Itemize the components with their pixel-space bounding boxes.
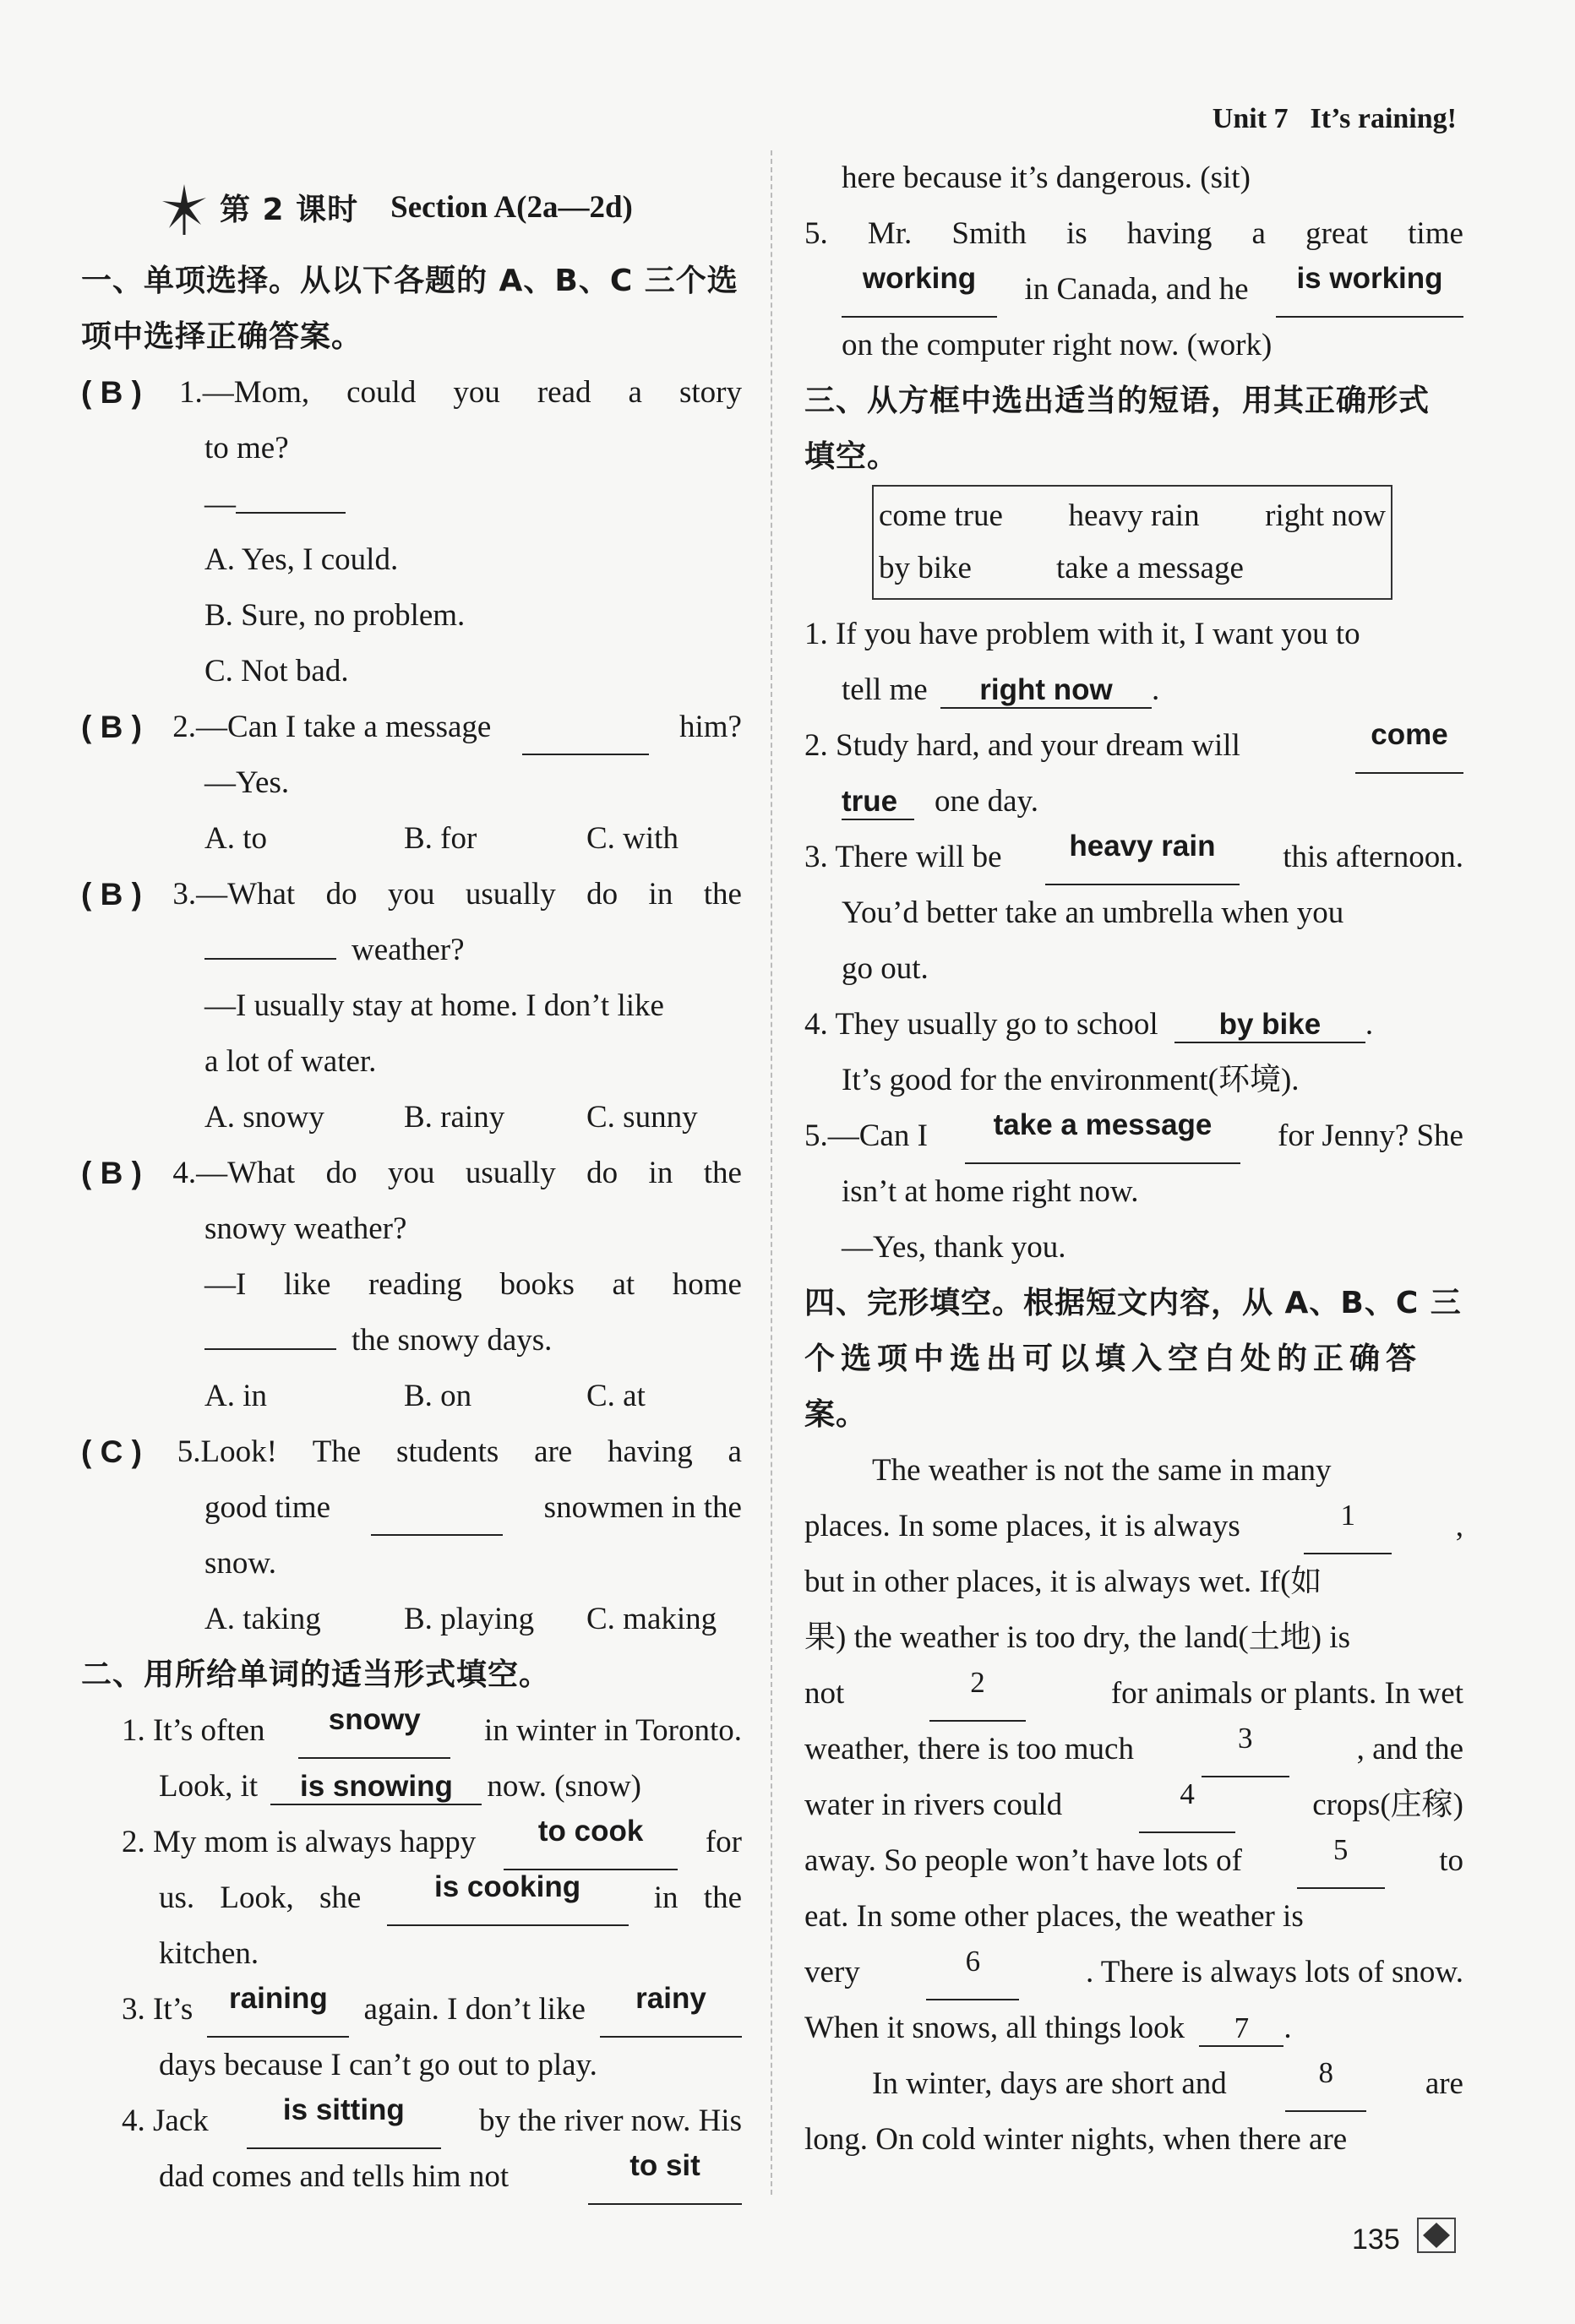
q2-options: A. to B. for C. with	[204, 821, 679, 856]
p3-q3-line3: go out.	[842, 951, 929, 986]
q3-line2: weather?	[81, 923, 742, 978]
q5-line2: good time snowmen in the	[81, 1480, 742, 1536]
p3-q5-line1: 5.—Can I take a message for Jenny? She	[804, 1108, 1463, 1164]
p2-q4-line2: dad comes and tells him not to sit	[81, 2149, 742, 2205]
part4-heading-line1: 四、完形填空。根据短文内容，从 A、B、C 三	[804, 1286, 1462, 1320]
cloze-blank-8: 8	[1285, 2056, 1366, 2112]
p2-q5-line1: 5. Mr. Smith is having a great time	[804, 216, 1463, 251]
p2-q2-line2: us. Look, she is cooking in the	[81, 1870, 742, 1926]
p2-q5-line2: working in Canada, and he is working	[804, 262, 1463, 318]
cloze-blank-6: 6	[926, 1945, 1019, 2000]
q2-line2: —Yes.	[204, 765, 290, 800]
page-number: 135	[1352, 2223, 1400, 2256]
p3-q2-blank1: come	[1355, 718, 1463, 774]
p3-q1-line1: 1. If you have problem with it, I want you to	[804, 617, 1360, 651]
q1-option-c: C. Not bad.	[204, 654, 349, 688]
passage-line5: not 2 for animals or plants. In wet	[804, 1666, 1463, 1722]
p3-q5-line2: isn’t at home right now.	[842, 1174, 1139, 1209]
diamond-icon	[1416, 2217, 1457, 2254]
p2-q5-line3: on the computer right now. (work)	[842, 328, 1273, 362]
p3-q5-line3: —Yes, thank you.	[842, 1230, 1066, 1265]
p2-q5-blank1: working	[842, 262, 997, 318]
q4-line2: snowy weather?	[204, 1211, 407, 1246]
q1-line1: ( B ) 1.—Mom, could you read a story	[81, 365, 742, 421]
part3-heading-line2: 填空。	[804, 439, 899, 474]
q3-line4: a lot of water.	[204, 1044, 377, 1079]
unit-title: It’s raining!	[1310, 103, 1457, 134]
unit-label: Unit 7	[1212, 103, 1289, 134]
passage-line1: The weather is not the same in many	[872, 1453, 1332, 1488]
q1-answer: ( B )	[81, 375, 142, 410]
passage-line10: very 6 . There is always lots of snow.	[804, 1945, 1463, 2000]
p2-q2-blank2: is cooking	[387, 1870, 629, 1926]
q5-answer: ( C )	[81, 1434, 142, 1469]
p3-q2-line1: 2. Study hard, and your dream will come	[804, 718, 1463, 774]
p3-q4-blank: by bike	[1174, 1008, 1365, 1043]
p3-q5-blank: take a message	[965, 1108, 1240, 1164]
right-column	[804, 150, 1463, 2168]
q5-options: A. taking B. playing C. making	[204, 1602, 717, 1636]
passage-line4: 果) the weather is too dry, the land(土地) is	[804, 1620, 1350, 1655]
p3-q4-line2: It’s good for the environment(环境).	[842, 1063, 1300, 1097]
q4-line1: ( B ) 4.—What do you usually do in the	[81, 1146, 742, 1201]
q3-line1: ( B ) 3.—What do you usually do in the	[81, 867, 742, 923]
q2-line1: ( B ) 2.—Can I take a message him?	[81, 699, 742, 755]
q5-line3: snow.	[204, 1546, 276, 1581]
q1-blank	[236, 512, 346, 514]
p3-q1-line2: tell me right now .	[842, 672, 1160, 707]
lesson-section: Section A(2a—2d)	[390, 189, 633, 225]
p2-q3-blank2: rainy	[600, 1982, 742, 2038]
lesson-title	[81, 161, 742, 253]
p2-q4-line1: 4. Jack is sitting by the river now. His	[81, 2093, 742, 2149]
passage-line6: weather, there is too much 3 , and the	[804, 1722, 1463, 1777]
passage-line12: In winter, days are short and 8 are	[804, 2056, 1463, 2112]
p3-q1-blank: right now	[940, 673, 1152, 709]
p2-q3-blank1: raining	[207, 1982, 349, 2038]
q4-blank	[204, 1348, 336, 1350]
p2-q1-line1: 1. It’s often snowy in winter in Toronto.	[81, 1703, 742, 1759]
cloze-blank-5: 5	[1297, 1833, 1385, 1889]
p2-q5-blank2: is working	[1276, 262, 1463, 318]
p2-q2-blank1: to cook	[504, 1815, 678, 1870]
q5-line1: ( C ) 5.Look! The students are having a	[81, 1424, 742, 1480]
passage-line13: long. On cold winter nights, when there are	[804, 2122, 1348, 2157]
p2-q2-line3: kitchen.	[159, 1936, 259, 1971]
page-header	[1191, 103, 1457, 135]
q4-options: A. in B. on C. at	[204, 1379, 646, 1413]
column-divider	[771, 150, 772, 2195]
phrase-row1	[879, 490, 1386, 542]
phrase: come true	[879, 498, 1003, 533]
q1-option-b: B. Sure, no problem.	[204, 598, 466, 633]
phrase: take a message	[1056, 551, 1244, 585]
passage-line3: but in other places, it is always wet. If(如	[804, 1565, 1322, 1599]
q4-line4: the snowy days.	[81, 1313, 742, 1369]
cloze-blank-2: 2	[929, 1666, 1026, 1722]
part1-heading-line1: 一、单项选择。从以下各题的 A、B、C 三个选	[81, 264, 738, 298]
p3-q3-blank: heavy rain	[1045, 830, 1240, 885]
q4-line3: —I like reading books at home	[204, 1267, 742, 1302]
p3-q2-line2: true one day.	[842, 784, 1038, 819]
part4-heading-line3: 案。	[804, 1397, 868, 1432]
cloze-blank-4: 4	[1139, 1777, 1235, 1833]
lesson-label: 第 2 课时	[220, 192, 359, 227]
passage-line7: water in rivers could 4 crops(庄稼)	[804, 1777, 1463, 1833]
p2-q4-blank1: is sitting	[247, 2093, 441, 2149]
p3-q3-line2: You’d better take an umbrella when you	[842, 895, 1344, 930]
part3-heading-line1: 三、从方框中选出适当的短语，用其正确形式	[804, 384, 1431, 418]
p2-q3-line2: days because I can’t go out to play.	[159, 2048, 597, 2082]
passage-line9: eat. In some other places, the weather is	[804, 1899, 1304, 1934]
p2-q3-line1: 3. It’s raining again. I don’t like rainy	[81, 1982, 742, 2038]
phrase-box	[872, 485, 1392, 600]
q3-blank	[204, 958, 336, 960]
cloze-blank-3: 3	[1202, 1722, 1289, 1777]
q3-answer: ( B )	[81, 877, 142, 912]
q1-line3: —	[81, 476, 742, 532]
q3-line3: —I usually stay at home. I don’t like	[204, 988, 664, 1023]
phrase: heavy rain	[1068, 498, 1200, 533]
q5-blank	[371, 1480, 503, 1536]
q3-options: A. snowy B. rainy C. sunny	[204, 1100, 698, 1135]
cloze-blank-1: 1	[1304, 1499, 1392, 1554]
p2-q2-line1: 2. My mom is always happy to cook for	[81, 1815, 742, 1870]
passage-line2: places. In some places, it is always 1 ,	[804, 1499, 1463, 1554]
flower-icon	[159, 177, 210, 237]
left-column	[81, 161, 742, 2205]
q1-option-a: A. Yes, I could.	[204, 542, 399, 577]
p3-q4-line1: 4. They usually go to school by bike .	[804, 1007, 1374, 1042]
p2-q1-blank2: is snowing	[270, 1770, 482, 1805]
p3-q3-line1: 3. There will be heavy rain this afternoon.	[804, 830, 1463, 885]
q1-line2: to me?	[204, 431, 289, 465]
q2-blank	[522, 699, 649, 755]
part2-heading: 二、用所给单词的适当形式填空。	[81, 1657, 551, 1692]
cloze-blank-7: 7	[1199, 2011, 1283, 2047]
q2-answer: ( B )	[81, 710, 142, 744]
p3-q2-blank2: true	[842, 785, 914, 820]
phrase: by bike	[879, 551, 972, 585]
p2-q1-blank1: snowy	[298, 1703, 450, 1759]
p2-q1-line2: Look, it is snowing now. (snow)	[159, 1769, 642, 1804]
part1-heading-line2: 项中选择正确答案。	[81, 319, 363, 354]
p2-q4-blank2: to sit	[588, 2149, 742, 2205]
q4-answer: ( B )	[81, 1156, 142, 1190]
passage-line11: When it snows, all things look 7 .	[804, 2011, 1292, 2045]
passage-line8: away. So people won’t have lots of 5 to	[804, 1833, 1463, 1889]
p2-q4-line3: here because it’s dangerous. (sit)	[842, 161, 1251, 195]
part4-heading-line2: 个选项中选出可以填入空白处的正确答	[804, 1342, 1423, 1376]
phrase-row2	[879, 542, 1386, 595]
phrase: right now	[1265, 498, 1386, 533]
